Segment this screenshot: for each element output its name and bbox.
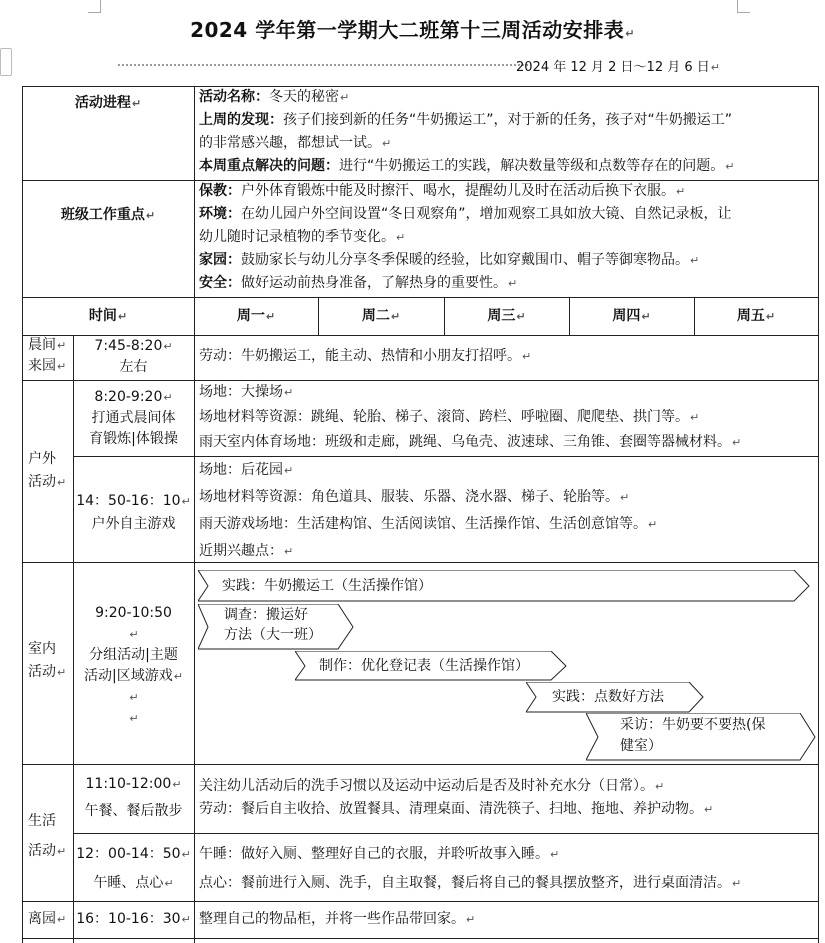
col-line xyxy=(818,86,819,943)
outdoor-b-content xyxy=(199,457,814,565)
life-a-content xyxy=(199,775,814,821)
outdoor-b-line: 雨天游戏场地：生活建构馆、生活阅读馆、生活操作馆、生活创意馆等。↵ xyxy=(199,516,658,532)
indoor-category: 室内 活动↵ xyxy=(28,641,67,680)
outdoor-category: 户外 活动↵ xyxy=(28,451,67,490)
outdoor-a-time: 8:20-9:20↵ 打通式晨间体 育锻炼|体锻操 xyxy=(89,389,178,447)
leave-category: 离园↵ xyxy=(28,911,67,927)
day-header-fri: 周五↵ xyxy=(736,308,776,324)
activity-arrow-interview: 采访：牛奶要不要热(保 健室） xyxy=(586,713,816,761)
indoor-time: 9:20-10:50 ↵ 分组活动|主题 活动|区域游戏↵ ↵ ↵ xyxy=(84,605,183,725)
day-header-tue: 周二↵ xyxy=(361,308,401,324)
row-line xyxy=(73,833,819,834)
activity-arrow-survey: 调查：搬运好 方法（大一班） xyxy=(198,604,354,650)
outdoor-a-line: 雨天室内体育场地：班级和走廊，跳绳、乌龟壳、波速球、三角锥、套圈等器械材料。↵ xyxy=(199,434,742,450)
morning-content: 劳动：牛奶搬运工，能主动、热情和小朋友打招呼。↵ xyxy=(199,348,532,364)
leave-time: 16：10-16：30↵ xyxy=(76,911,191,927)
dotted-leader xyxy=(118,64,528,66)
outdoor-a-line: 场地材料等资源：跳绳、轮胎、梯子、滚筒、跨栏、呼啦圈、爬爬垫、拱门等。↵ xyxy=(199,409,700,425)
margin-corner-left xyxy=(88,0,101,13)
activity-arrow-practice-milk: 实践：牛奶搬运工（生活操作馆） xyxy=(198,570,810,602)
life-b-line: 点心：餐前进行入厕、洗手，自主取餐，餐后将自己的餐具摆放整齐，进行桌面清洁。↵ xyxy=(199,875,742,891)
outdoor-b-time: 14：50-16：10↵ 户外自主游戏 xyxy=(76,493,191,532)
margin-corner-right xyxy=(737,0,750,13)
col-line xyxy=(194,86,195,943)
outdoor-b-line: 场地材料等资源：角色道具、服装、乐器、浇水器、梯子、轮胎等。↵ xyxy=(199,489,630,505)
life-a-line: 劳动：餐后自主收拾、放置餐具、清理桌面、清洗筷子、扫地、拖地、养护动物。↵ xyxy=(199,801,714,817)
day-header-thu: 周四↵ xyxy=(612,308,651,324)
life-b-line: 午睡：做好入厕、整理好自己的衣服，并聆听故事入睡。↵ xyxy=(199,846,560,862)
morning-time: 7:45-8:20↵ 左右 xyxy=(94,338,173,375)
life-b-content xyxy=(199,840,814,898)
day-header-mon: 周一↵ xyxy=(236,308,276,324)
date-line: 2024 年 12 月 2 日～12 月 6 日↵ xyxy=(118,56,728,74)
date-range: 2024 年 12 月 2 日～12 月 6 日 xyxy=(516,60,710,75)
class-focus-label: 班级工作重点↵ xyxy=(60,207,156,223)
morning-category: 晨间↵ 来园↵ xyxy=(28,337,67,374)
row-line xyxy=(22,938,819,939)
outdoor-a-content xyxy=(199,380,814,455)
life-category: 生活 活动↵ xyxy=(28,813,67,859)
outdoor-b-line: 近期兴趣点：↵ xyxy=(199,543,294,559)
row-line xyxy=(22,901,819,902)
life-a-line: 关注幼儿活动后的洗手习惯以及运动中运动后是否及时补充水分（日常）。↵ xyxy=(199,778,665,794)
outdoor-a-line: 场地：大操场↵ xyxy=(199,384,294,400)
class-focus-content: 保教：户外体育锻炼中能及时擦汗、喝水，提醒幼儿及时在活动后换下衣服。↵ 环境：在幼儿园户外空间设置“冬日观察角”，增加观察工具如放大镜、自然记录板，让 幼儿随时记录植物的季节变化。↵ 家园：鼓励家长与幼儿分享冬季保暖的经验，比如穿戴围巾、帽子等御寒物品。↵ 安全：做好运动前热身准备，了解热身的重要性。↵ xyxy=(199,183,732,291)
row-line xyxy=(22,764,819,765)
life-b-time: 12：00-14：50↵ 午睡、点心↵ xyxy=(76,846,191,891)
row-line xyxy=(22,297,819,298)
activity-arrow-make-form: 制作：优化登记表（生活操作馆） xyxy=(295,651,567,681)
schedule-table xyxy=(22,86,819,943)
activity-arrow-count-method: 实践：点数好方法 xyxy=(526,682,704,713)
progress-content: 活动名称：冬天的秘密↵ 上周的发现：孩子们接到新的任务“牛奶搬运工”，对于新的任务，孩子对“牛奶搬运工” 的非常感兴趣，都想试一试。↵ 本周重点解决的问题：进行“牛奶搬运工的实践，解决数量等级和点数等存在的问题。↵ xyxy=(199,89,735,174)
progress-label: 活动进程↵ xyxy=(74,95,142,111)
leave-content: 整理自己的物品柜，并将一些作品带回家。↵ xyxy=(199,911,476,927)
outdoor-b-line: 场地：后花园↵ xyxy=(199,462,294,478)
page-title: 2024 学年第一学期大二班第十三周活动安排表↵ xyxy=(190,18,635,42)
side-handle[interactable] xyxy=(0,48,12,76)
day-header-wed: 周三↵ xyxy=(487,308,526,324)
life-a-time: 11:10-12:00↵ 午餐、餐后散步 xyxy=(84,776,183,819)
time-header: 时间↵ xyxy=(88,308,128,324)
